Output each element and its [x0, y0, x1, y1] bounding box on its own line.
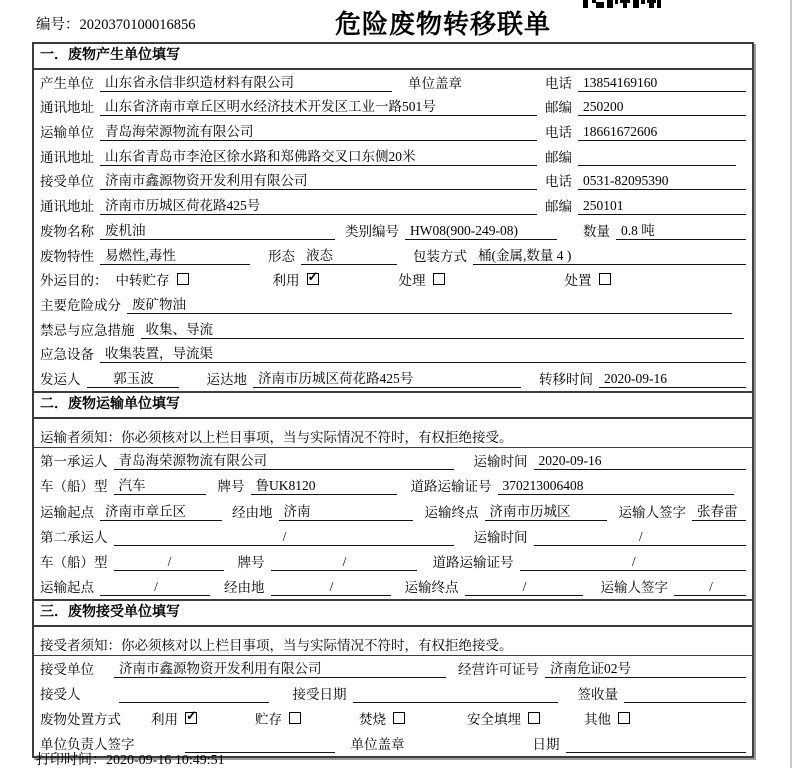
emergency-measures-label: 禁忌与应急措施 — [40, 322, 135, 338]
disposal-method-label: 废物处置方式 — [40, 712, 121, 728]
unit-seal-label: 单位盖章 — [408, 75, 462, 91]
date-label: 日期 — [532, 737, 560, 753]
vehicle-type-value: 汽车 — [114, 474, 206, 495]
purpose-option-treat — [399, 269, 445, 289]
transporter-address-label: 通讯地址 — [40, 149, 94, 165]
purpose-dispose-checkbox — [599, 273, 611, 285]
second-carrier-value: / — [114, 529, 454, 546]
transporter-value: 青岛海荣源物流有限公司 — [100, 120, 537, 141]
road-permit2-label: 道路运输证号 — [432, 554, 514, 570]
row-accept-unit — [34, 656, 752, 681]
route-end-label: 运输终点 — [424, 504, 479, 520]
disposal-other-checkbox — [618, 712, 630, 724]
row-producer — [34, 70, 752, 95]
plate2-label: 牌号 — [237, 554, 265, 570]
row-vehicle-type — [34, 473, 752, 498]
route2-via-value: / — [271, 579, 391, 596]
transport-date2-value: / — [534, 529, 747, 546]
producer-address-value: 山东省济南市章丘区明水经济技术开发区工业一路501号 — [100, 95, 537, 116]
disposal-utilize-label: 利用 — [151, 712, 178, 728]
disposal-landfill-label: 安全填埋 — [467, 712, 521, 728]
receiver-zip-label: 邮编 — [545, 199, 572, 215]
acceptor-value — [119, 686, 269, 703]
emergency-measures-value: 收集、导流 — [141, 318, 745, 339]
waste-traits-value: 易燃性,毒性 — [100, 244, 250, 265]
accept-date-value — [353, 686, 558, 703]
print-time — [36, 749, 225, 768]
row-transporter-address — [34, 144, 752, 169]
row-transporter — [34, 119, 752, 144]
waste-name-value: 废机油 — [100, 219, 335, 240]
transfer-date-label: 转移时间 — [539, 371, 593, 387]
accept-unit-value: 济南市鑫源物资开发利用有限公司 — [114, 657, 446, 678]
first-carrier-label: 第一承运人 — [40, 454, 108, 470]
waste-code-value: HW08(900-249-08) — [405, 223, 557, 240]
disposal-option-landfill — [467, 708, 540, 728]
responsible-signature-label: 单位负责人签字 — [40, 737, 135, 753]
disposal-store-checkbox — [289, 712, 301, 724]
form-state-value: 液态 — [301, 244, 397, 265]
route-origin-label: 运输起点 — [40, 504, 94, 520]
acceptor-label: 接受人 — [40, 687, 81, 703]
hazard-component-label: 主要危险成分 — [40, 297, 121, 313]
packaging-label: 包装方式 — [413, 248, 467, 264]
qr-code-fragment-icon — [583, 0, 661, 9]
receiver-phone-label: 电话 — [545, 174, 572, 190]
section3-header: 三．废物接受单位填写 — [34, 599, 752, 627]
section2-header: 二．废物运输单位填写 — [34, 391, 752, 419]
plate-label: 牌号 — [217, 479, 245, 495]
transporter-phone-label: 电话 — [545, 125, 572, 141]
receiver-label: 接受单位 — [40, 174, 94, 190]
purpose-treat-label: 处理 — [398, 273, 426, 289]
route2-end-value: / — [465, 579, 583, 596]
plate2-value: / — [271, 554, 417, 571]
row-vehicle-type2 — [34, 549, 752, 574]
disposal-option-store — [255, 708, 301, 728]
route-via-label: 经由地 — [232, 504, 273, 520]
disposal-store-label: 贮存 — [255, 712, 282, 728]
receiver-phone-value: 0531-82095390 — [578, 173, 746, 190]
receiver-address-label: 通讯地址 — [40, 199, 94, 215]
transfer-purpose-label: 外运目的： — [40, 273, 108, 289]
purpose-utilize-label: 利用 — [272, 273, 300, 289]
row-route — [34, 498, 752, 523]
transporter-phone-value: 18661672606 — [578, 124, 746, 141]
waste-traits-label: 废物特性 — [40, 248, 94, 264]
route-via-value: 济南 — [279, 500, 413, 521]
page-edge-divider — [790, 0, 792, 768]
producer-phone-label: 电话 — [545, 75, 572, 91]
route2-origin-value: / — [100, 579, 210, 596]
purpose-option-dispose — [565, 269, 611, 289]
row-emergency-equipment — [34, 342, 752, 367]
road-permit-label: 道路运输证号 — [410, 479, 492, 495]
transport-date2-label: 运输时间 — [473, 529, 528, 545]
row-waste-name — [34, 218, 752, 243]
row-producer-address — [34, 95, 752, 120]
receiver-address-value: 济南市历城区荷花路425号 — [100, 194, 537, 215]
row-emergency-measures — [34, 317, 752, 342]
purpose-option-utilize — [273, 269, 319, 289]
disposal-option-incinerate — [359, 708, 405, 728]
row-route2 — [34, 574, 752, 599]
receiver-notice: 接受者须知：你必须核对以上栏目事项，当与实际情况不符时，有权拒绝接受。 — [34, 627, 752, 656]
row-disposal-method — [34, 706, 752, 731]
disposal-option-utilize — [151, 708, 197, 728]
purpose-dispose-label: 处置 — [564, 273, 592, 289]
destination-value: 济南市历城区荷花路425号 — [253, 367, 521, 388]
route-origin-value: 济南市章丘区 — [100, 500, 222, 521]
route2-end-label: 运输终点 — [404, 580, 459, 596]
producer-address-label: 通讯地址 — [40, 100, 94, 116]
purpose-storage-label: 中转贮存 — [115, 273, 170, 289]
print-time-value: 2020-09-16 10:49:51 — [106, 753, 225, 768]
destination-label: 运达地 — [206, 371, 247, 387]
form-state-label: 形态 — [268, 248, 295, 264]
carrier-signature-value: 张春雷 — [692, 500, 746, 521]
print-time-label: 打印时间： — [36, 753, 106, 768]
route2-via-label: 经由地 — [224, 580, 265, 596]
producer-phone-value: 13854169160 — [578, 75, 746, 92]
packaging-value: 桶(金属,数量 4 ) — [473, 244, 746, 265]
license-value: 济南危证02号 — [545, 657, 746, 678]
consignor-value: 郭玉波 — [87, 367, 179, 388]
row-first-carrier — [34, 448, 752, 473]
waste-name-label: 废物名称 — [40, 223, 94, 239]
road-permit-value: 370213006408 — [498, 478, 735, 495]
row-consignor — [34, 366, 752, 391]
transporter-zip-value — [578, 149, 736, 166]
quantity-label: 数量 — [583, 223, 610, 239]
page-title: 危险废物转移联单 — [334, 10, 551, 39]
hazard-component-value: 废矿物油 — [127, 293, 732, 314]
row-receiver — [34, 169, 752, 194]
vehicle-type2-value: / — [114, 554, 224, 571]
producer-label: 产生单位 — [40, 75, 94, 91]
transporter-label: 运输单位 — [40, 125, 94, 141]
waste-code-label: 类别编号 — [345, 223, 399, 239]
carrier-signature-label: 运输人签字 — [618, 504, 686, 520]
disposal-other-label: 其他 — [584, 712, 611, 728]
route2-origin-label: 运输起点 — [40, 580, 94, 596]
disposal-incinerate-checkbox — [393, 712, 405, 724]
purpose-storage-checkbox — [177, 273, 189, 285]
transporter-address-value: 山东省青岛市李沧区徐水路和郑佛路交叉口东侧20米 — [100, 145, 537, 166]
purpose-utilize-checkbox — [307, 273, 319, 285]
signed-quantity-value — [624, 686, 746, 703]
plate-value: 鲁UK8120 — [251, 474, 397, 495]
disposal-landfill-checkbox — [528, 712, 540, 724]
doc-number-value: 2020370100016856 — [79, 17, 196, 33]
producer-zip-value: 250200 — [578, 99, 746, 116]
first-carrier-value: 青岛海荣源物流有限公司 — [114, 449, 454, 470]
route-end-value: 济南市历城区 — [485, 500, 607, 521]
row-transfer-purpose — [34, 268, 752, 293]
purpose-treat-checkbox — [433, 273, 445, 285]
emergency-equipment-label: 应急设备 — [40, 347, 94, 363]
carrier2-signature-label: 运输人签字 — [600, 580, 668, 596]
accept-unit-label: 接受单位 — [40, 662, 94, 678]
carrier2-signature-value: / — [674, 579, 746, 596]
road-permit2-value: / — [520, 554, 747, 571]
disposal-utilize-checkbox — [185, 712, 197, 724]
quantity-value: 0.8 吨 — [616, 219, 746, 240]
transporter-notice: 运输者须知：你必须核对以上栏目事项，当与实际情况不符时，有权拒绝接受。 — [34, 419, 752, 448]
purpose-option-storage — [116, 269, 189, 289]
receiver-value: 济南市鑫源物资开发利用有限公司 — [100, 169, 537, 190]
transfer-date-value: 2020-09-16 — [599, 371, 746, 388]
transport-date-value: 2020-09-16 — [534, 453, 747, 470]
row-second-carrier — [34, 524, 752, 549]
consignor-label: 发运人 — [40, 371, 81, 387]
unit-seal2-label: 单位盖章 — [350, 737, 405, 753]
producer-value: 山东省永信非织造材料有限公司 — [100, 71, 392, 92]
license-label: 经营许可证号 — [458, 662, 539, 678]
section1-header: 一．废物产生单位填写 — [34, 44, 752, 70]
disposal-incinerate-label: 焚烧 — [359, 712, 386, 728]
doc-number-label: 编号： — [36, 17, 80, 33]
receiver-zip-value: 250101 — [578, 198, 746, 215]
row-waste-traits — [34, 243, 752, 268]
row-hazard-component — [34, 292, 752, 317]
row-receiver-address — [34, 193, 752, 218]
emergency-equipment-value: 收集装置，导流渠 — [100, 342, 746, 363]
date-value — [566, 736, 747, 753]
producer-zip-label: 邮编 — [545, 100, 572, 116]
disposal-option-other — [584, 708, 630, 728]
transporter-zip-label: 邮编 — [545, 149, 572, 165]
row-acceptor — [34, 681, 752, 706]
transport-date-label: 运输时间 — [473, 454, 528, 470]
vehicle-type-label: 车（船）型 — [40, 479, 108, 495]
second-carrier-label: 第二承运人 — [40, 529, 108, 545]
manifest-form — [32, 42, 754, 758]
signed-quantity-label: 签收量 — [577, 687, 618, 703]
vehicle-type2-label: 车（船）型 — [40, 554, 108, 570]
accept-date-label: 接受日期 — [292, 687, 347, 703]
